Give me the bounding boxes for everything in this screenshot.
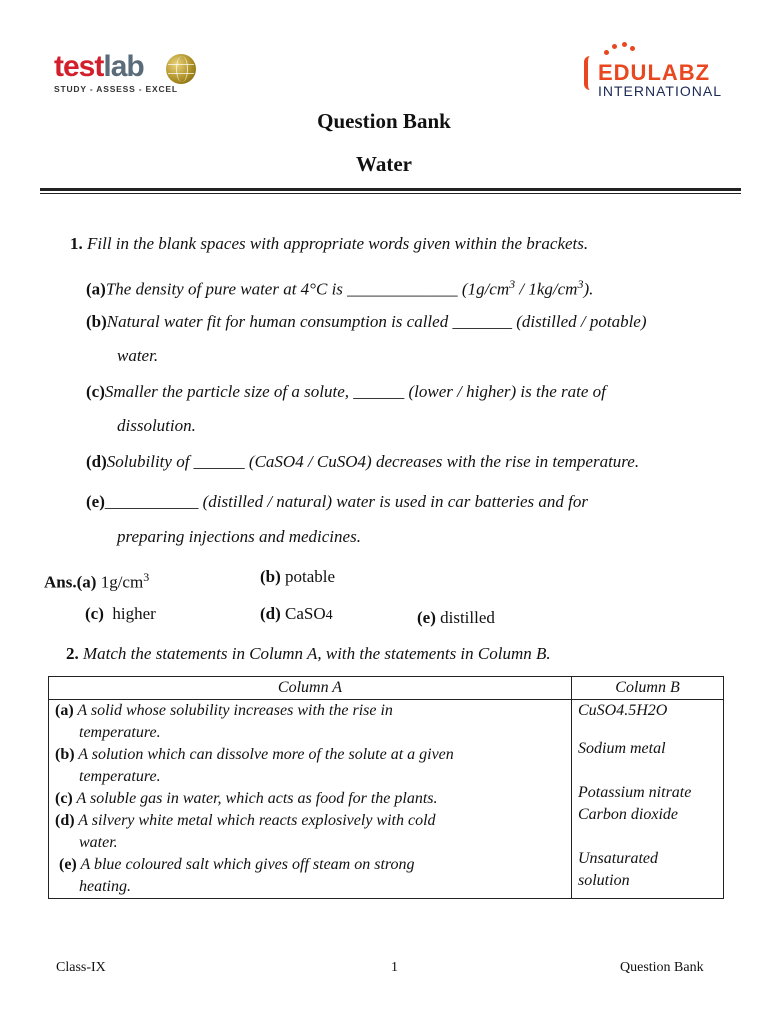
row-label: (a) — [55, 702, 74, 719]
q1-part-c-cont: dissolution. — [117, 416, 196, 435]
row-text-cont: heating. — [79, 878, 131, 895]
answer-label: (b) — [260, 567, 281, 586]
question-prompt: Fill in the blank spaces with appropriate words given within the brackets. — [87, 234, 589, 253]
q1-part-a — [86, 274, 593, 300]
part-text: / 1kg/cm — [515, 279, 578, 299]
column-a-header: Column A — [49, 677, 572, 700]
q1-part-e-cont: preparing injections and medicines. — [117, 527, 361, 546]
divider — [40, 193, 741, 194]
part-label: (b) — [86, 312, 107, 331]
list-item: solution — [578, 872, 630, 889]
table-row — [55, 788, 565, 810]
row-text: A silvery white metal which reacts explosively with cold — [74, 812, 436, 829]
row-text: A soluble gas in water, which acts as food for the plants. — [72, 790, 438, 807]
answer-label: (a) — [76, 572, 97, 592]
answer-value: 1g/cm — [100, 572, 144, 592]
row-text-cont: temperature. — [79, 724, 161, 741]
part-label: (d) — [86, 452, 107, 471]
answer-value: potable — [285, 567, 336, 586]
list-item: Unsaturated — [578, 850, 658, 867]
question-prompt: Match the statements in Column A, with the statements in Column B. — [83, 644, 551, 663]
logo-tagline: STUDY - ASSESS - EXCEL — [54, 84, 178, 94]
list-item: Carbon dioxide — [578, 806, 678, 823]
row-label: (d) — [55, 812, 75, 829]
superscript: 3 — [143, 570, 150, 584]
footer-class: Class-IX — [56, 960, 106, 975]
q1-part-b — [86, 312, 647, 332]
answer-value: higher — [112, 604, 156, 623]
superscript: 3 — [509, 277, 516, 291]
footer-page-number: 1 — [391, 960, 398, 975]
subscript: 4 — [325, 608, 333, 623]
logo-text-test: test — [54, 50, 104, 83]
bracket-icon — [584, 56, 598, 90]
answer-prefix: Ans. — [44, 572, 77, 592]
page-title: Question Bank — [317, 109, 451, 133]
row-label: (b) — [55, 746, 75, 763]
testlab-logo — [54, 52, 194, 108]
part-text: Smaller the particle size of a solute, ______ (lower / higher) is the rate of — [104, 382, 606, 401]
answer-b — [260, 567, 335, 587]
column-a-cell — [49, 700, 572, 899]
question-number: 2. — [66, 644, 79, 663]
part-label: (e) — [86, 492, 105, 511]
q1-part-c — [86, 382, 606, 402]
table-row — [55, 744, 565, 766]
question-2 — [66, 644, 551, 664]
answer-e — [417, 608, 495, 628]
column-b-header: Column B — [572, 677, 724, 700]
edulabz-logo — [584, 42, 724, 98]
row-text: A solid whose solubility increases with the rise in — [73, 702, 393, 719]
list-item: Sodium metal — [578, 740, 666, 757]
part-text: Solubility of ______ (CaSO4 / CuSO4) decreases with the rise in temperature. — [106, 452, 640, 471]
page-subtitle: Water — [356, 152, 412, 176]
answer-label: (d) — [260, 604, 281, 623]
row-label: (e) — [59, 856, 77, 873]
answer-c — [85, 604, 156, 624]
row-text-cont: temperature. — [79, 768, 161, 785]
row-text: A solution which can dissolve more of the solute at a given — [74, 746, 454, 763]
table-row — [55, 700, 565, 722]
part-label: (c) — [86, 382, 105, 401]
footer-title: Question Bank — [620, 960, 704, 975]
table-row — [55, 810, 565, 832]
question-1 — [70, 234, 588, 254]
q1-part-b-cont: water. — [117, 346, 159, 365]
answer-d — [260, 604, 333, 626]
part-text: The density of pure water at 4°C is _____________ (1g/cm — [105, 279, 510, 299]
part-text: Natural water fit for human consumption is called _______ (distilled / potable) — [106, 312, 647, 331]
part-text: ___________ (distilled / natural) water is used in car batteries and for — [104, 492, 588, 511]
answer-value: distilled — [440, 608, 495, 627]
answer-label: (e) — [417, 608, 436, 627]
match-table — [48, 676, 724, 899]
globe-icon — [166, 54, 196, 84]
q1-part-d — [86, 452, 639, 472]
row-text-cont: water. — [79, 834, 118, 851]
question-number: 1. — [70, 234, 83, 253]
part-label: (a) — [86, 279, 106, 299]
row-text: A blue coloured salt which gives off steam on strong — [76, 856, 415, 873]
row-label: (c) — [55, 790, 73, 807]
answers-row-1 — [44, 567, 149, 593]
q1-part-e — [86, 492, 588, 512]
list-item: Potassium nitrate — [578, 784, 692, 801]
logo-edulabz-text: EDULABZ — [598, 60, 711, 85]
column-b-cell — [572, 700, 724, 899]
divider — [40, 188, 741, 191]
answer-value: CaSO — [285, 604, 326, 623]
superscript: 3 — [577, 277, 584, 291]
table-row — [55, 854, 565, 876]
part-text: ). — [583, 279, 594, 299]
answer-label: (c) — [85, 604, 104, 623]
logo-international-text: INTERNATIONAL — [598, 83, 722, 99]
logo-text-lab: lab — [103, 50, 144, 83]
list-item: CuSO4.5H2O — [578, 702, 668, 719]
